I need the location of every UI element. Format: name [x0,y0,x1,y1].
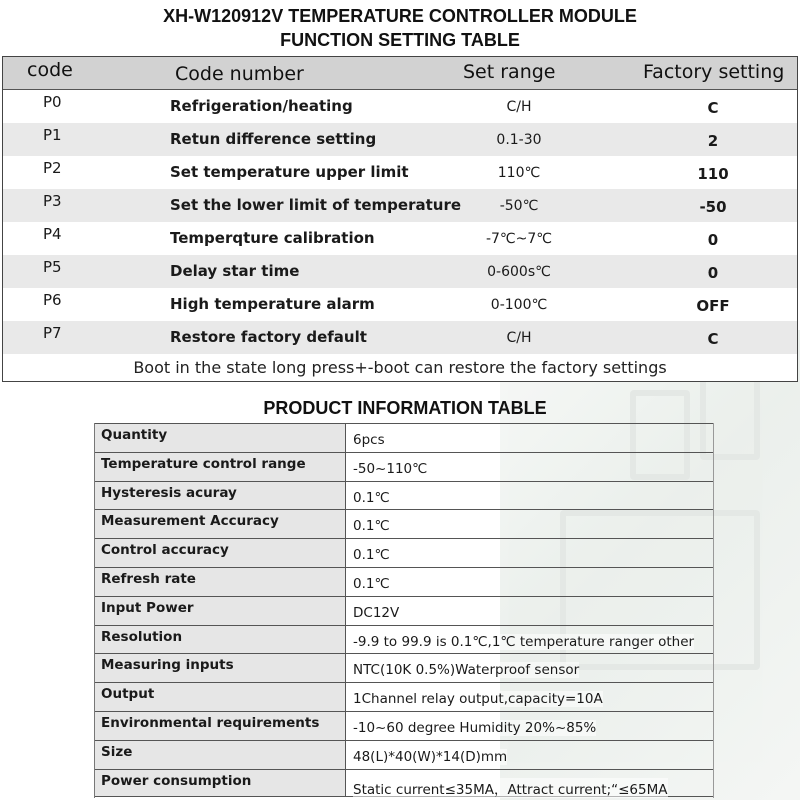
row-default: 2 [707,132,719,150]
row-code: P5 [43,258,62,276]
table-row [95,481,713,510]
row-code: P0 [43,93,62,111]
table-row [95,625,713,654]
table-header [3,57,797,90]
table-row [3,321,797,354]
table-row [95,452,713,481]
row-value: DC12V [353,604,400,621]
row-value: 0.1℃ [353,576,390,592]
table-row [3,288,797,321]
row-code: P1 [43,126,62,144]
row-value: -10~60 degree Humidity 20%~85% [353,720,597,736]
table-row [3,123,797,156]
row-label: Control accuracy [95,539,346,567]
header-set-range: Set range [463,61,556,83]
table-row [95,509,713,538]
row-value: -50~110℃ [353,460,428,477]
header-code: code [27,59,73,81]
row-range: C/H [506,99,532,115]
table-row [3,222,797,255]
product-information-table [94,423,714,798]
row-label: Input Power [95,597,346,625]
row-value: 48(L)*40(W)*14(D)mm [353,748,508,765]
row-code: P4 [43,225,62,243]
row-label: Hysteresis acuray [95,482,346,510]
table-row [95,769,713,798]
table-row [95,653,713,682]
table-row [3,255,797,288]
row-label: Temperature control range [95,453,346,481]
row-value: -9.9 to 99.9 is 0.1℃,1℃ temperature ranger other [353,633,695,650]
factory-reset-note: Boot in the state long press+-boot can restore the factory settings [133,358,667,377]
row-range: 110℃ [497,165,541,181]
table-row [95,596,713,625]
row-name: Set the lower limit of temperature [170,196,462,214]
row-label: Size [95,741,346,769]
page-title: XH-W120912V TEMPERATURE CONTROLLER MODULE [163,6,637,26]
row-label: Quantity [95,424,346,452]
row-name: Retun difference setting [170,130,377,148]
row-name: High temperature alarm [170,295,375,313]
row-range: -7℃~7℃ [485,231,553,247]
row-range: -50℃ [499,198,539,214]
row-label: Measurement Accuracy [95,510,346,538]
row-label: Resolution [95,626,346,654]
row-label: Power consumption [95,770,346,797]
row-name: Delay star time [170,262,300,280]
row-default: 110 [697,165,729,183]
table-row [95,711,713,740]
table-row [3,189,797,222]
row-range: 0.1-30 [496,132,542,148]
row-code: P2 [43,159,62,177]
row-value: NTC(10K 0.5%)Waterproof sensor [353,662,580,679]
table-row [95,740,713,769]
row-value: 1Channel relay output,capacity=10A [353,691,603,708]
page-subtitle: FUNCTION SETTING TABLE [280,30,520,50]
row-value: 0.1℃ [353,547,390,564]
row-range: 0-600s℃ [487,264,551,280]
row-value: 6pcs [353,432,385,448]
table-row [95,567,713,596]
row-value: 0.1℃ [353,489,390,506]
product-table-title: PRODUCT INFORMATION TABLE [263,398,547,418]
row-name: Set temperature upper limit [170,163,409,181]
table-row [95,682,713,711]
row-name: Temperqture calibration [170,229,375,247]
row-default: 0 [707,231,719,249]
table-row [95,538,713,567]
row-code: P7 [43,324,62,342]
row-name: Refrigeration/heating [170,97,353,115]
row-default: -50 [699,198,727,216]
row-range: C/H [506,330,532,346]
row-name: Restore factory default [170,328,367,346]
row-label: Refresh rate [95,568,346,596]
row-label: Output [95,683,346,711]
function-setting-table [2,56,798,382]
row-code: P6 [43,291,62,309]
row-label: Measuring inputs [95,654,346,682]
row-default: 0 [707,264,719,282]
row-default: OFF [696,297,730,315]
row-label: Environmental requirements [95,712,346,740]
row-default: C [707,99,719,117]
table-row [3,156,797,189]
table-row [3,90,797,123]
header-code-number: Code number [175,63,304,85]
row-value: Static current≤35MA，Attract current;“≤65MA [353,778,668,798]
header-factory-setting: Factory setting [643,61,785,83]
row-range: 0-100℃ [490,297,548,313]
row-default: C [707,330,719,348]
row-value: 0.1℃ [353,518,390,535]
row-code: P3 [43,192,62,210]
table-row [95,423,713,452]
